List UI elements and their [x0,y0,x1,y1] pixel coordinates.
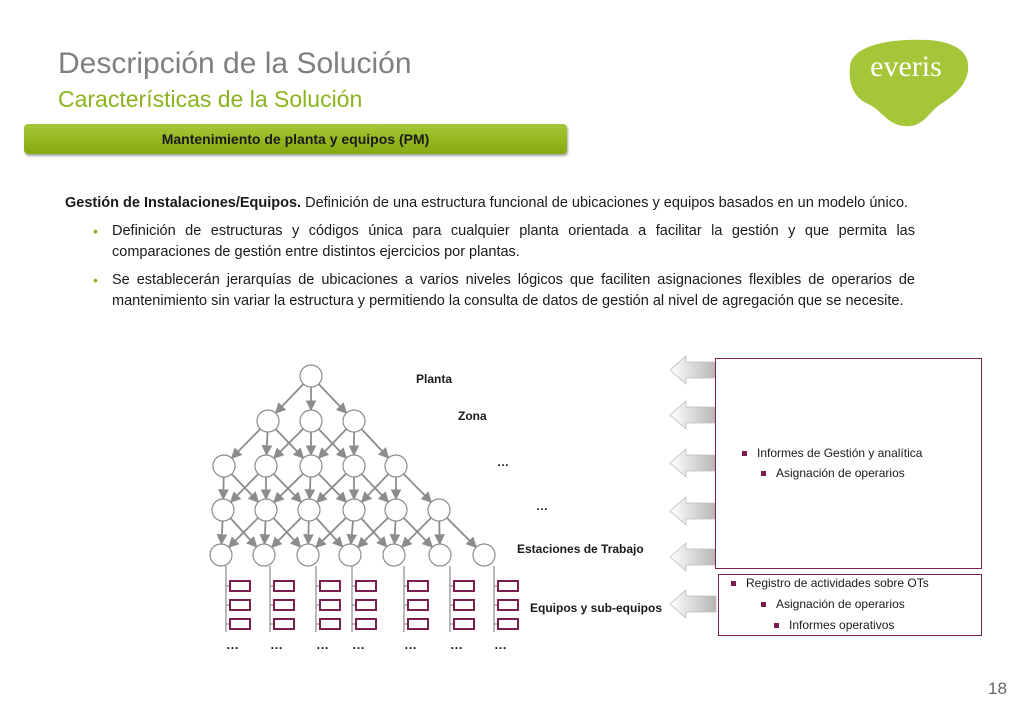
equipment-box [320,619,340,629]
hierarchy-node [213,455,235,477]
bullet-text: Se establecerán jerarquías de ubicaciones a varios niveles lógicos que faciliten asignaciones flexibles de operarios de mantenimiento sin variar la estructura y permitiendo la consulta de datos de gestión al nivel de agregación que se necesite. [112,272,915,309]
bullet-square-icon [731,581,736,586]
level-arrow [670,590,716,618]
hierarchy-node [343,499,365,521]
hierarchy-node [343,410,365,432]
hierarchy-edge [394,521,395,544]
page-subtitle: Características de la Solución [58,86,363,112]
ellipsis: … [352,637,366,652]
hierarchy-node [212,499,234,521]
page-number: 18 [988,679,1007,698]
bullet-square-icon [742,451,747,456]
hierarchy-node [385,455,407,477]
section-banner-label: Mantenimiento de planta y equipos (PM) [161,131,430,147]
hierarchy-edge [351,521,353,544]
hierarchy-edge [319,384,347,413]
hierarchy-edge [221,521,222,544]
level-arrow [670,356,716,384]
level-label-ellipsis: … [497,455,509,469]
hierarchy-edge [362,429,389,458]
hierarchy-node [385,499,407,521]
equipment-box [230,600,250,610]
level-arrow [670,543,716,571]
equipment-box [498,581,518,591]
hierarchy-node [339,544,361,566]
intro-rest: Definición de una estructura funcional de ubicaciones y equipos basados en un modelo único. [301,195,909,211]
ellipsis: … [226,637,240,652]
hierarchy-node [255,499,277,521]
intro-bold: Gestión de Instalaciones/Equipos. [65,195,302,211]
hierarchy-node [428,499,450,521]
bullet-dot: • [93,272,98,288]
equipment-box [274,619,294,629]
bullet-text: Definición de estructuras y códigos única para cualquier planta orientada a facilitar la gestión y que permita las comparaciones de gestión entre distintos ejercicios por plantas. [112,223,915,260]
hierarchy-node [300,455,322,477]
level-arrow [670,497,716,525]
equipment-box [320,600,340,610]
equipment-box [274,600,294,610]
hierarchy-node [383,544,405,566]
hierarchy-edge [308,521,309,544]
ellipsis: … [494,637,508,652]
hierarchy-edge [264,521,265,544]
equipment-box [498,619,518,629]
bullet-dot: • [93,223,98,239]
hierarchy-node [257,410,279,432]
logo-text: everis [870,50,942,83]
level-arrow [670,401,716,429]
hierarchy-node [429,544,451,566]
equipment-box [320,581,340,591]
box-item: Asignación de operarios [761,466,905,480]
ellipsis: … [270,637,284,652]
hierarchy-node [297,544,319,566]
box-item: Informes operativos [774,618,894,632]
bullet-square-icon [761,471,766,476]
hierarchy-edge [439,521,440,544]
equipment-box [356,600,376,610]
hierarchy-node [473,544,495,566]
hierarchy-node [253,544,275,566]
hierarchy-edge [447,518,476,547]
level-label-equipos: Equipos y sub-equipos [530,601,663,615]
hierarchy-edge [223,477,224,499]
equipment-box [498,600,518,610]
plant-node [300,365,322,387]
operations-box [718,574,982,636]
hierarchy-node [298,499,320,521]
box-item: Registro de actividades sobre OTs [731,576,929,590]
ellipsis: … [450,637,464,652]
box-item: Informes de Gestión y analítica [742,446,922,460]
hierarchy-edge [309,477,310,499]
bullet-square-icon [761,602,766,607]
level-label-planta: Planta [416,372,453,386]
equipment-box [230,619,250,629]
page-title: Descripción de la Solución [58,47,412,80]
hierarchy-node [210,544,232,566]
equipment-box [356,581,376,591]
hierarchy-edge [232,429,261,458]
hierarchy-edge [402,518,431,547]
box-item: Asignación de operarios [761,597,905,611]
hierarchy-edge [404,474,432,502]
level-label-ellipsis: … [536,499,548,513]
hierarchy-node [300,410,322,432]
bullet-square-icon [774,623,779,628]
hierarchy-edge [276,384,304,413]
level-label-zona: Zona [458,409,487,423]
management-box [715,358,982,569]
level-label-estaciones: Estaciones de Trabajo [517,542,644,556]
equipment-box [408,619,428,629]
ellipsis: … [404,637,418,652]
equipment-box [408,600,428,610]
equipment-box [356,619,376,629]
hierarchy-node [255,455,277,477]
equipment-box [454,581,474,591]
equipment-box [230,581,250,591]
level-arrow [670,449,716,477]
equipment-box [454,600,474,610]
equipment-box [274,581,294,591]
hierarchy-edge [266,432,267,455]
hierarchy-node [343,455,365,477]
ellipsis: … [316,637,330,652]
equipment-box [408,581,428,591]
equipment-box [454,619,474,629]
